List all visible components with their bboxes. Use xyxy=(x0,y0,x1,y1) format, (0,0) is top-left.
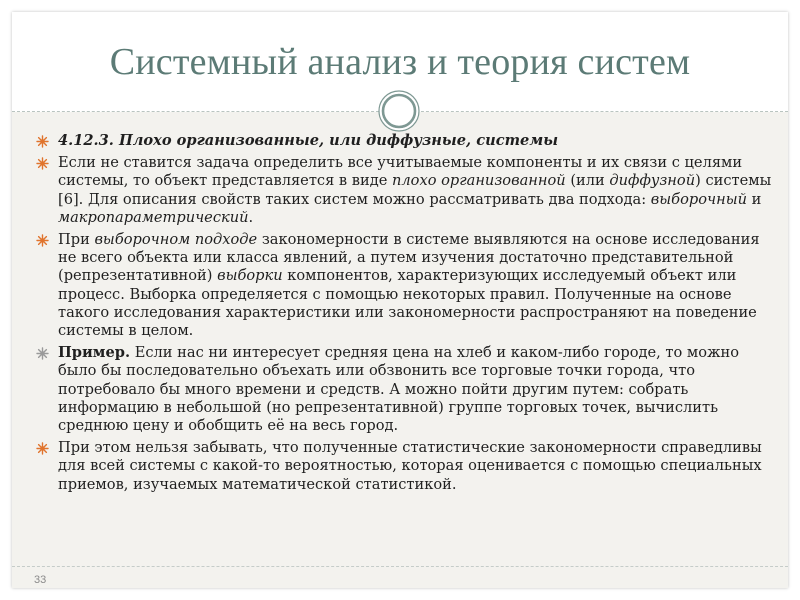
circle-ring-icon xyxy=(378,90,420,132)
text: Если нас ни интересует средняя цена на хлеб и каком-либо городе, то можно было бы последовательно объехать или обзвонить все торговые точки города, что потребовало бы много времени и средств. А можно пойти другим путем: собрать информацию в небольшой (но репрезентативной) группе торговых точек, вычислить среднюю цену и обобщить её на весь город. xyxy=(58,344,740,435)
text: ) системы [6]. Для описания свойств таких систем можно рассматривать два подхода: xyxy=(58,172,772,208)
slide-content xyxy=(36,132,774,498)
sunburst-bullet-icon xyxy=(36,442,49,455)
text: закономерности в системе выявляются на основе исследования не всего объекта или класса явлений, а путем изучения достаточно представительной (репрезентативной) xyxy=(58,231,760,285)
bullet-heading xyxy=(36,132,774,150)
bullet-paragraph xyxy=(36,231,774,340)
text: компонентов, характеризующих исследуемый объект или процесс. Выборка определяется с помощью некоторых правил. Полученные на основе такого исследования характеристики или закономерности распространяют на поведение системы в целом. xyxy=(58,267,757,340)
italic-term: выборочном подходе xyxy=(94,231,258,249)
slide-title: Системный анализ и теория систем xyxy=(109,41,691,83)
text: . xyxy=(248,208,254,226)
italic-term: диффузной xyxy=(609,172,696,190)
italic-term: выборки xyxy=(217,267,283,285)
text: и xyxy=(746,190,762,208)
section-heading: 4.12.3. Плохо организованные, или диффузные, системы xyxy=(58,132,559,149)
text: (или xyxy=(565,172,610,190)
page-number: 33 xyxy=(34,574,47,586)
bullet-paragraph xyxy=(36,439,774,494)
text: Если не ставится задача определить все учитываемые компоненты и их связи с целями системы, то объект представляется в виде xyxy=(58,154,743,190)
footer-divider xyxy=(12,566,788,567)
italic-term: выборочный xyxy=(650,190,747,208)
bullet-paragraph xyxy=(36,154,774,227)
sunburst-bullet-icon xyxy=(36,157,49,170)
bold-term: Пример. xyxy=(58,344,131,362)
sunburst-bullet-icon xyxy=(36,234,49,247)
text: При этом нельзя забывать, что полученные статистические закономерности справедливы для всей системы с какой-то вероятностью, которая оценивается с помощью специальных приемов, изучаемых математической статистикой. xyxy=(58,439,762,493)
slide xyxy=(12,12,788,588)
sunburst-bullet-icon xyxy=(36,347,49,360)
italic-term: макропараметрический xyxy=(58,208,249,226)
italic-term: плохо организованной xyxy=(391,172,566,190)
sunburst-bullet-icon xyxy=(36,135,49,148)
text: При xyxy=(58,231,95,249)
bullet-paragraph xyxy=(36,344,774,435)
